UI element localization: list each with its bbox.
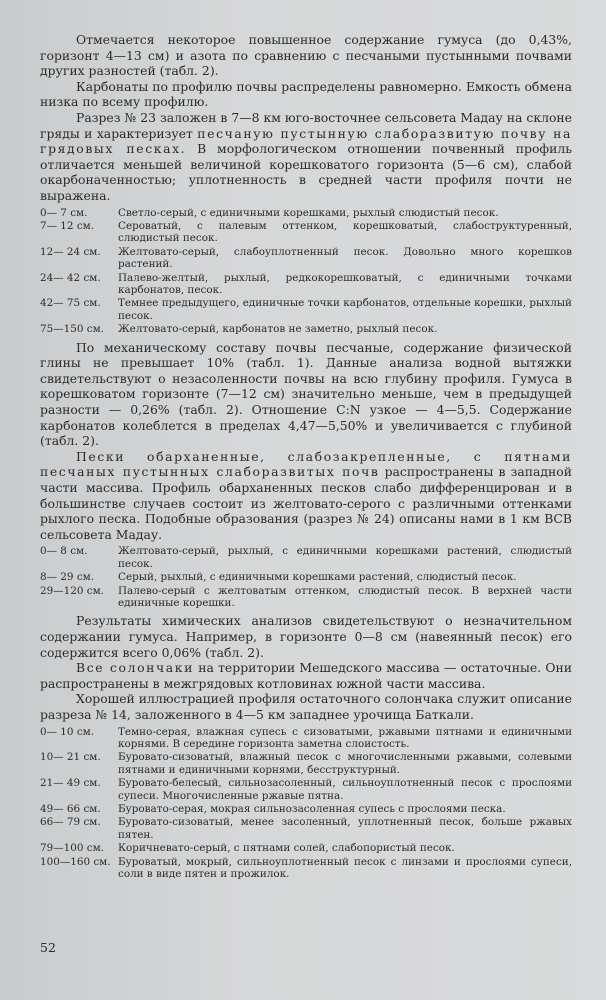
layer-depth: 0— 8 см. (40, 545, 88, 558)
layer-description: Палево-желтый, рыхлый, редкокорешковатый, с единичными точками карбонатов, песок. (118, 271, 572, 296)
layer-description: Коричневато-серый, с пятнами солей, слабопористый песок. (118, 842, 455, 855)
page-number: 52 (40, 940, 56, 955)
paragraph-sands-rest: распространены в западной части массива. Профиль обарханенных песков слабо дифференцирован и в большинстве случаев состоит из желтовато-серого с различными оттенками рыхлого песка. Подобные образования (разрез № 24) описаны нами в 1 км ВСВ сельсовета Мадау. (40, 464, 572, 542)
layer-description: Палево-серый с желтоватым оттенком, слюдистый песок. В верхней части единичные корешки. (118, 584, 572, 609)
layer-description: Желтовато-серый, рыхлый, с единичными корешками растений, слюдистый песок. (118, 545, 572, 570)
paragraph-section-23 (40, 110, 572, 204)
layer-depth: 7— 12 см. (40, 219, 95, 232)
layer-description: Сероватый, с палевым оттенком, корешковатый, слабоструктуренный, слюдистый песок. (118, 219, 572, 245)
layer-depth: 42— 75 см. (40, 297, 101, 310)
paragraph-mechanical-composition: По механическому составу почвы песчаные, содержание физической глины не превышает 10% (табл. 1). Данные анализа водной вытяжки свидетельствуют о незасоленности почвы на всю глубину профиля. Гумуса в корешковатом горизонте (7—12 см) значительно меньше, чем в предыдущей разности — 0,26% (табл. 2). Отношение C:N узкое — 4—5,5. Содержание карбонатов колеблется в пределах 4,47—5,50% и увеличивается с глубиной (табл. 2). (40, 339, 572, 449)
paragraph-sands (40, 449, 572, 543)
layer-description: Буровато-серая, мокрая сильнозасоленная супесь с прослоями песка. (118, 802, 506, 815)
soil-layer-row (40, 297, 572, 322)
layer-description: Желтовато-серый, карбонатов не заметно, рыхлый песок. (118, 323, 438, 336)
sands-emphasis: Пески обарханенные, слабозакрепленные, с пятнами песчаных пустынных слаборазвитых почв (40, 448, 572, 480)
layer-depth: 75—150 см. (40, 323, 104, 336)
soil-layer-row (40, 585, 572, 610)
paragraph-carbonates: Карбонаты по профилю почвы распределены равномерно. Емкость обмена низка по всему профилю. (40, 78, 572, 110)
layer-description: Буровато-сизоватый, менее засоленный, уплотненный песок, больше ржавых пятен. (118, 816, 572, 841)
layer-description: Буроватый, мокрый, сильноуплотненный песок с линзами и прослоями супеси, соли в виде пятен и прожилок. (118, 855, 572, 880)
soil-layer-row (40, 816, 572, 841)
layer-description: Буровато-сизоватый, влажный песок с многочисленными ржавыми, солевыми пятнами и единичными корнями, бесструктурный. (118, 751, 572, 776)
profile-14-list (40, 726, 572, 881)
layer-depth: 0— 7 см. (40, 206, 88, 219)
solonchaks-emphasis: Все солончаки (76, 660, 194, 676)
layer-depth: 29—120 см. (40, 584, 104, 597)
layer-depth: 24— 42 см. (40, 271, 101, 284)
paragraph-solonchaks (40, 660, 572, 691)
layer-depth: 8— 29 см. (40, 571, 95, 584)
paragraph-section-23-rest: В морфологическом отношении почвенный профиль отличается меньшей величиной корешковатого горизонта (5—6 см), слабой окарбоначенностью; уплотненность в средней части профиля почти не выражена. (40, 141, 572, 203)
page-body (40, 32, 572, 884)
soil-layer-row (40, 856, 572, 881)
soil-layer-row (40, 272, 572, 297)
layer-description: Буровато-белесый, сильнозасоленный, сильноуплотненный песок с прослоями супеси. Многочисленные ржавые пятна. (118, 777, 572, 802)
soil-layer-row (40, 571, 572, 583)
layer-description: Желтовато-серый, слабоуплотненный песок. Довольно много корешков растений. (118, 245, 572, 271)
layer-depth: 66— 79 см. (40, 816, 101, 829)
layer-description: Темно-серая, влажная супесь с сизоватыми, ржавыми пятнами и единичными корнями. В середине горизонта заметна слоистость. (118, 725, 572, 750)
layer-depth: 21— 49 см. (40, 777, 101, 790)
layer-depth: 79—100 см. (40, 842, 104, 855)
soil-layer-row (40, 842, 572, 854)
layer-description: Серый, рыхлый, с единичными корешками растений, слюдистый песок. (118, 571, 517, 584)
soil-layer-row (40, 803, 572, 815)
soil-layer-row (40, 220, 572, 245)
layer-description: Темнее предыдущего, единичные точки карбонатов, отдельные корешки, рыхлый песок. (118, 297, 572, 322)
soil-layer-row (40, 207, 572, 219)
paragraph-solonchaks-rest: на территории Мешедского массива — остаточные. Они распространены в межгрядовых котловинах южной части массива. (40, 660, 573, 691)
layer-depth: 0— 10 см. (40, 725, 95, 738)
soil-layer-row (40, 323, 572, 335)
soil-layer-row (40, 545, 572, 570)
profile-24-list (40, 545, 572, 609)
paragraph-humus: Отмечается некоторое повышенное содержание гумуса (до 0,43%, горизонт 4—13 см) и азота по сравнению с песчаными пустынными почвами других разностей (табл. 2). (40, 32, 572, 79)
soil-layer-row (40, 726, 572, 751)
paragraph-chemical-analysis: Результаты химических анализов свидетельствуют о незначительном содержании гумуса. Например, в горизонте 0—8 см (навеянный песок) его содержится всего 0,06% (табл. 2). (40, 613, 572, 660)
soil-layer-row (40, 777, 572, 802)
profile-23-list (40, 207, 572, 336)
layer-depth: 10— 21 см. (40, 751, 101, 764)
layer-depth: 100—160 см. (40, 855, 111, 868)
soil-layer-row (40, 751, 572, 776)
layer-depth: 12— 24 см. (40, 245, 101, 258)
layer-depth: 49— 66 см. (40, 802, 101, 815)
soil-type-emphasis: песчаную пустынную слаборазвитую почву на грядовых песках. (40, 125, 572, 157)
paragraph-section-23-intro: Разрез № 23 заложен в 7—8 км юго-восточнее сельсовета Мадау на склоне гряды и характеризует (40, 109, 572, 141)
soil-layer-row (40, 246, 572, 271)
paragraph-section-14: Хорошей иллюстрацией профиля остаточного солончака служит описание разреза № 14, заложенного в 4—5 км западнее урочища Баткали. (40, 691, 572, 722)
layer-description: Светло-серый, с единичными корешками, рыхлый слюдистый песок. (118, 206, 499, 219)
